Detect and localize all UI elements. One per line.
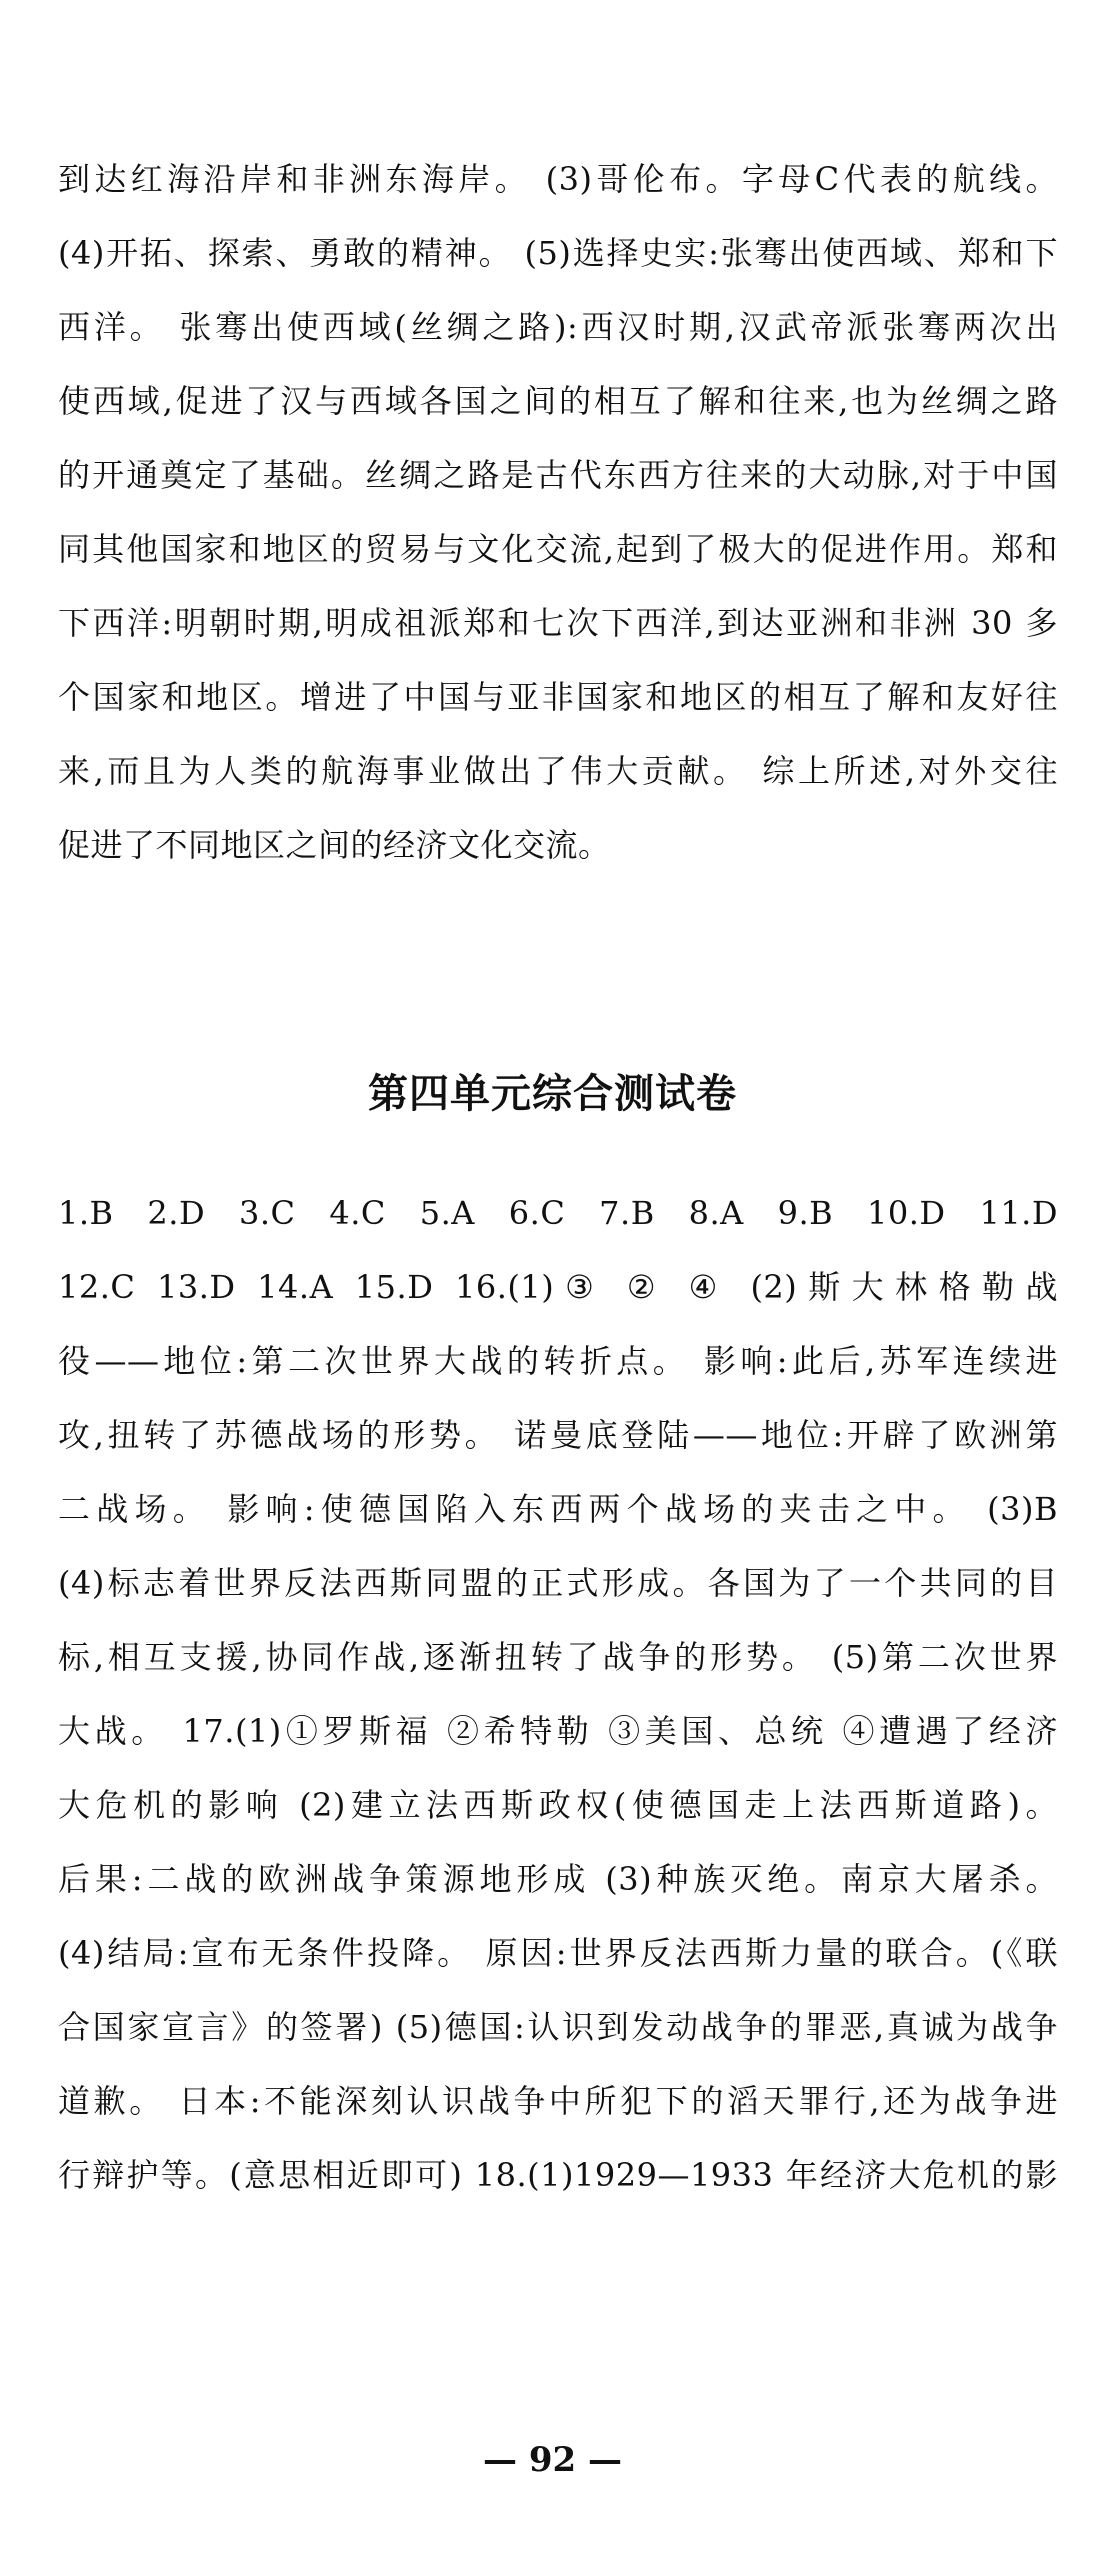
text-line: (4)标志着世界反法西斯同盟的正式形成。各国为了一个共同的目	[58, 1564, 1058, 1602]
text-line: 合国家宣言》的签署) (5)德国:认识到发动战争的罪恶,真诚为战争	[58, 2008, 1058, 2046]
text-line: 大战。 17.(1)①罗斯福 ②希特勒 ③美国、总统 ④遭遇了经济	[58, 1712, 1058, 1750]
text-line: 道歉。 日本:不能深刻认识战争中所犯下的滔天罪行,还为战争进	[58, 2082, 1058, 2120]
text-line: 同其他国家和地区的贸易与文化交流,起到了极大的促进作用。郑和	[58, 530, 1058, 568]
text-line: (4)结局:宣布无条件投降。 原因:世界反法西斯力量的联合。(《联	[58, 1934, 1058, 1972]
text-line: (4)开拓、探索、勇敢的精神。 (5)选择史实:张骞出使西域、郑和下	[58, 234, 1058, 272]
text-line: 二战场。 影响:使德国陷入东西两个战场的夹击之中。 (3)B	[58, 1490, 1058, 1528]
page-number: — 92 —	[483, 2440, 622, 2480]
text-line: 役——地位:第二次世界大战的转折点。 影响:此后,苏军连续进	[58, 1342, 1058, 1380]
text-line: 1.B 2.D 3.C 4.C 5.A 6.C 7.B 8.A 9.B 10.D 11.D	[58, 1194, 1058, 1232]
text-line: 攻,扭转了苏德战场的形势。 诺曼底登陆——地位:开辟了欧洲第	[58, 1416, 1058, 1454]
text-line: 个国家和地区。增进了中国与亚非国家和地区的相互了解和友好往	[58, 678, 1058, 716]
answer-text-section-1	[58, 142, 1058, 882]
text-line: 行辩护等。(意思相近即可) 18.(1)1929—1933 年经济大危机的影	[58, 2156, 1058, 2194]
text-line: 西洋。 张骞出使西域(丝绸之路):西汉时期,汉武帝派张骞两次出	[58, 308, 1058, 346]
text-line: 后果:二战的欧洲战争策源地形成 (3)种族灭绝。南京大屠杀。	[58, 1860, 1058, 1898]
text-line: 下西洋:明朝时期,明成祖派郑和七次下西洋,到达亚洲和非洲 30 多	[58, 604, 1058, 642]
text-line: 的开通奠定了基础。丝绸之路是古代东西方往来的大动脉,对于中国	[58, 456, 1058, 494]
text-line: 标,相互支援,协同作战,逐渐扭转了战争的形势。 (5)第二次世界	[58, 1638, 1058, 1676]
text-line: 使西域,促进了汉与西域各国之间的相互了解和往来,也为丝绸之路	[58, 382, 1058, 420]
text-line: 大危机的影响 (2)建立法西斯政权(使德国走上法西斯道路)。	[58, 1786, 1058, 1824]
section-heading: 第四单元综合测试卷	[368, 1071, 737, 1117]
text-line: 到达红海沿岸和非洲东海岸。 (3)哥伦布。字母C代表的航线。	[58, 160, 1058, 198]
text-line: 12.C 13.D 14.A 15.D 16.(1)③ ② ④ (2)斯大林格勒战	[58, 1268, 1058, 1306]
text-line: 来,而且为人类的航海事业做出了伟大贡献。 综上所述,对外交往	[58, 752, 1058, 790]
text-line: 促进了不同地区之间的经济文化交流。	[58, 826, 611, 864]
answer-text-section-2	[58, 1176, 1058, 2212]
